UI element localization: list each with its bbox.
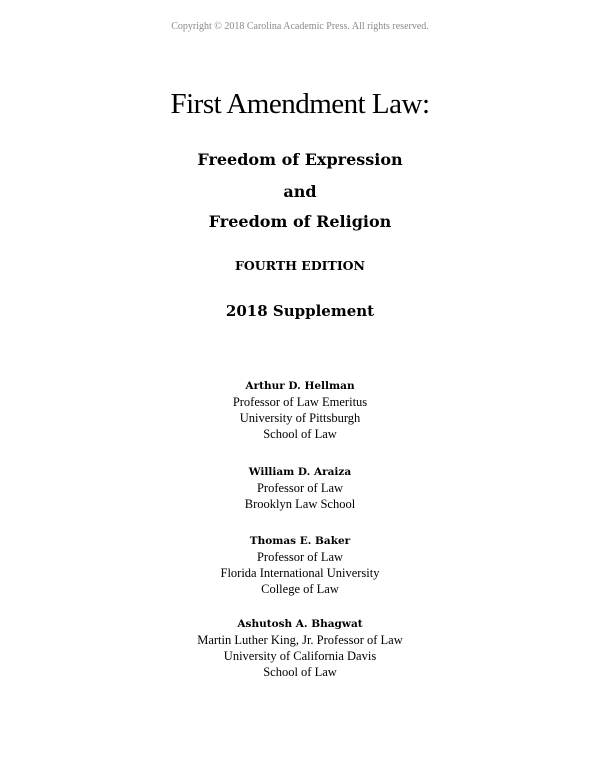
copyright-notice: Copyright © 2018 Carolina Academic Press. All rights reserved. [171, 21, 429, 32]
supplement-label: 2018 Supplement [225, 302, 375, 320]
author-affiliation-line: School of Law [263, 665, 337, 679]
author-affiliation-line: University of Pittsburgh [239, 411, 361, 425]
author-block [0, 533, 600, 597]
author-block [0, 616, 600, 680]
author-affiliation-line: Brooklyn Law School [244, 497, 356, 511]
author-affiliation-line: Florida International University [220, 566, 380, 580]
author-affiliation-line: Professor of Law [256, 550, 344, 564]
author-name: Ashutosh A. Bhagwat [237, 618, 363, 630]
author-affiliation-line: Professor of Law [256, 481, 344, 495]
book-title: First Amendment Law: [170, 88, 430, 120]
author-block [0, 464, 600, 512]
author-name: Arthur D. Hellman [245, 380, 355, 392]
subtitle-line-1: Freedom of Expression [197, 150, 403, 169]
subtitle-line-3: Freedom of Religion [208, 212, 392, 231]
author-affiliation-line: Martin Luther King, Jr. Professor of Law [197, 633, 403, 647]
edition-label: FOURTH EDITION [235, 258, 365, 273]
author-affiliation-line: School of Law [263, 427, 337, 441]
author-name: William D. Araiza [248, 466, 352, 478]
author-name: Thomas E. Baker [249, 535, 351, 547]
author-affiliation-line: University of California Davis [223, 649, 377, 663]
author-affiliation-line: College of Law [261, 582, 339, 596]
subtitle-line-2: and [283, 182, 317, 201]
author-block [0, 378, 600, 442]
author-affiliation-line: Professor of Law Emeritus [232, 395, 368, 409]
